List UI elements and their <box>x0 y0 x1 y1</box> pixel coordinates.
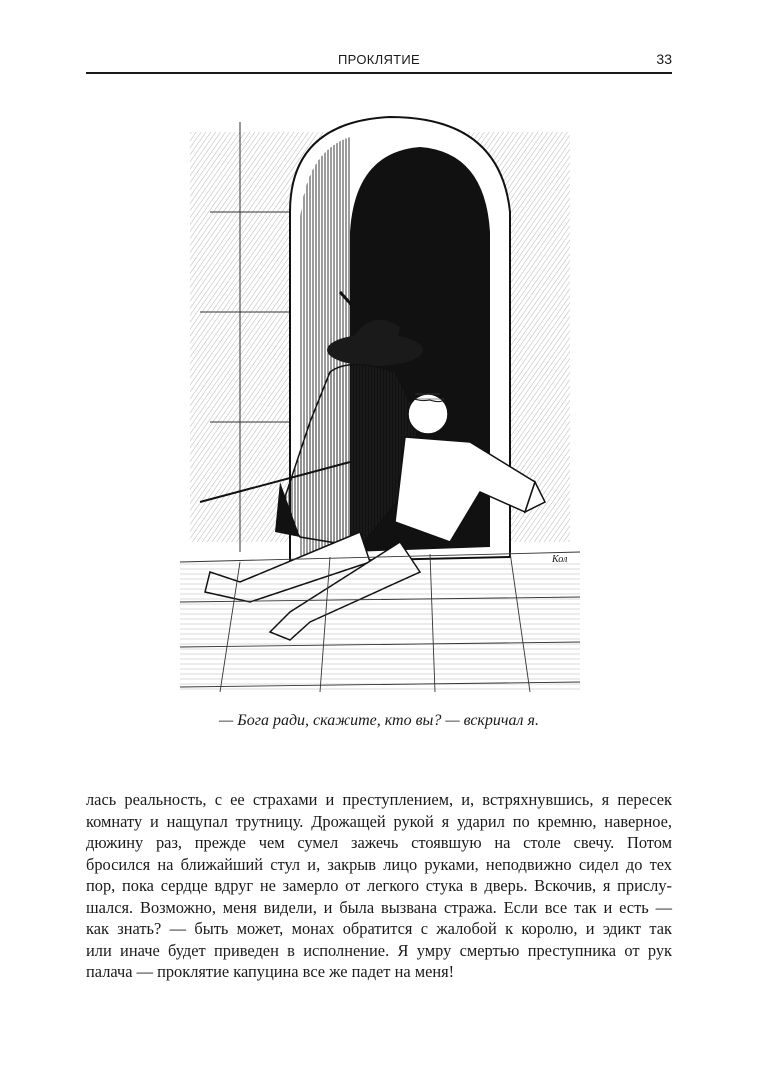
text-line: бросился на ближайший стул и, закрыв лицо руками, неподвижно сидел до тех <box>86 854 672 874</box>
running-header <box>86 50 672 74</box>
text-line: дюжину раз, прежде чем сумел зажечь стоявшую на столе свечу. Потом <box>86 833 672 852</box>
text-line: лась реальность, с ее страхами и преступлением, и, встряхнувшись, я пересек <box>86 790 672 809</box>
artist-signature: Кол <box>552 554 568 565</box>
page-number: 33 <box>656 51 672 67</box>
illustration-caption: — Бога ради, скажите, кто вы? — вскричал я. <box>219 712 539 729</box>
text-line: комнату и нащупал трутницу. Дрожащей рукой я ударил по кремню, наверное, <box>86 811 672 831</box>
text-line: как знать? — быть может, монах обратится с жалобой к королю, и эдикт так <box>86 919 672 938</box>
text-line: или иначе будет приведен в исполнение. Я умру смертью преступника от рук <box>86 940 672 960</box>
stone-floor <box>180 552 580 692</box>
engraving-illustration <box>180 92 580 697</box>
body-paragraph <box>86 789 672 983</box>
running-title: ПРОКЛЯТИЕ <box>338 52 420 67</box>
text-line: пор, пока сердце вдруг не замерло от легкого стука в дверь. Вскочив, я прислу- <box>86 876 672 895</box>
text-line: шался. Возможно, меня видели, и была вызвана стража. Если все так и есть — <box>86 897 672 917</box>
text-line: палача — проклятие капуцина все же падет на меня! <box>86 962 455 981</box>
